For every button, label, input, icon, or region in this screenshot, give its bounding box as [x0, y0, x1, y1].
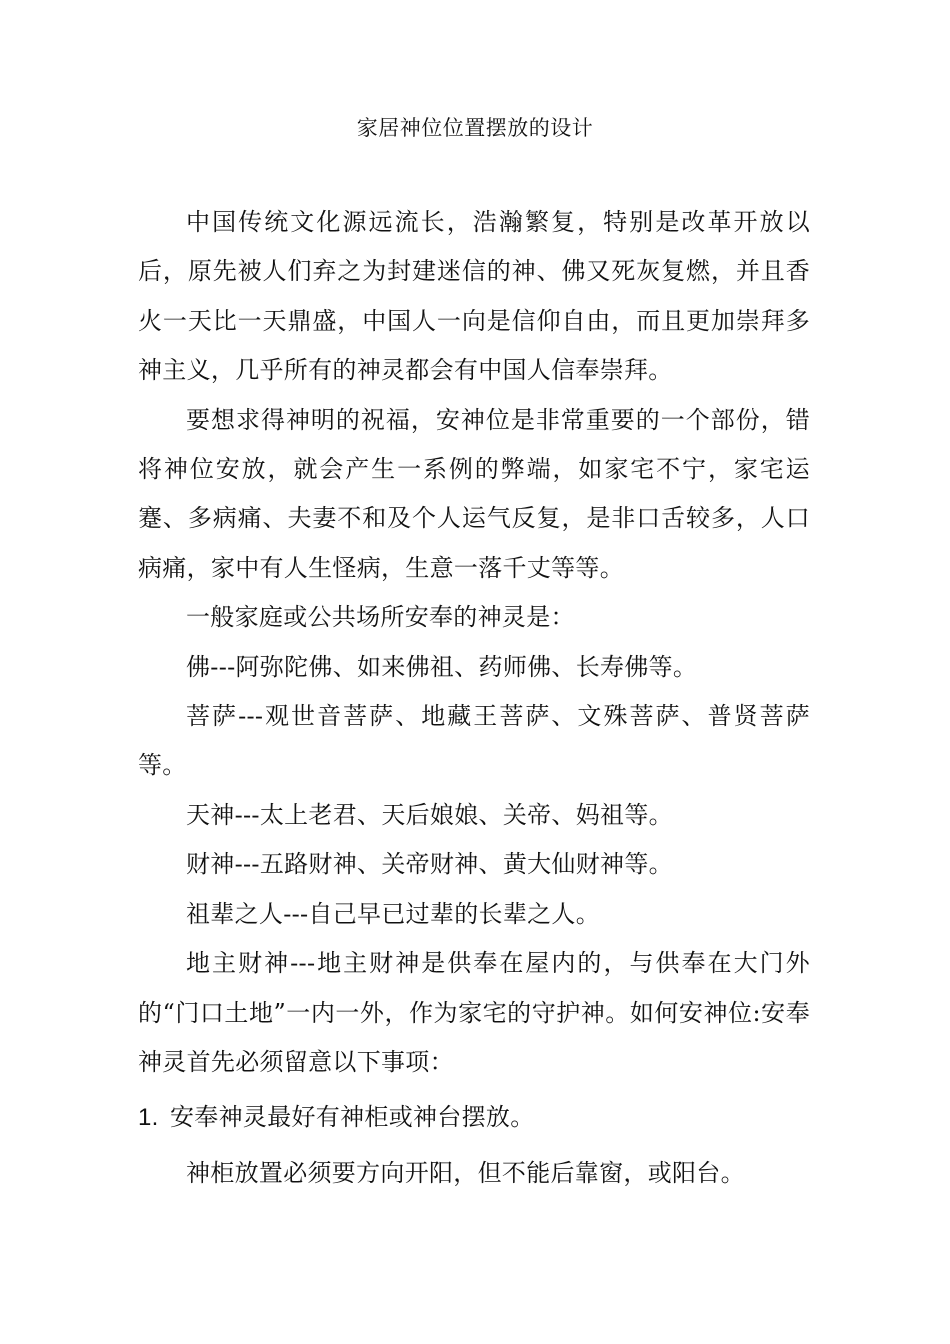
list-text: 安奉神灵最好有神柜或神台摆放。 [170, 1103, 535, 1132]
paragraph: 一般家庭或公共场所安奉的神灵是： [186, 603, 575, 632]
document-body [138, 198, 810, 1198]
paragraph: 神柜放置必须要方向开阳，但不能后靠窗，或阳台。 [186, 1158, 745, 1187]
paragraph: 佛---阿弥陀佛、如来佛祖、药师佛、长寿佛等。 [186, 652, 698, 681]
list-item [138, 1093, 810, 1142]
list-number: 1. [138, 1104, 159, 1132]
paragraph: 天神---太上老君、天后娘娘、关帝、妈祖等。 [186, 800, 673, 829]
document-title: 家居神位位置摆放的设计 [356, 116, 594, 140]
paragraph: 地主财神---地主财神是供奉在屋内的，与供奉在大门外的“门口土地”一内一外，作为家宅的守护神。如何安神位:安奉神灵首先必须留意以下事项： [138, 949, 810, 1076]
paragraph: 中国传统文化源远流长，浩瀚繁复，特别是改革开放以后，原先被人们弃之为封建迷信的神、佛又死灰复燃，并且香火一天比一天鼎盛，中国人一向是信仰自由，而且更加崇拜多神主义，几乎所有的神灵都会有中国人信奉崇拜。 [138, 208, 810, 385]
paragraph: 财神---五路财神、关帝财神、黄大仙财神等。 [186, 850, 673, 879]
paragraph: 菩萨---观世音菩萨、地藏王菩萨、文殊菩萨、普贤菩萨等。 [138, 702, 810, 780]
paragraph: 祖辈之人---自己早已过辈的长辈之人。 [186, 899, 601, 928]
paragraph: 要想求得神明的祝福，安神位是非常重要的一个部份，错将神位安放，就会产生一系例的弊端，如家宅不宁，家宅运蹇、多病痛、夫妻不和及个人运气反复，是非口舌较多，人口病痛，家中有人生怪病，生意一落千丈等等。 [138, 405, 810, 582]
